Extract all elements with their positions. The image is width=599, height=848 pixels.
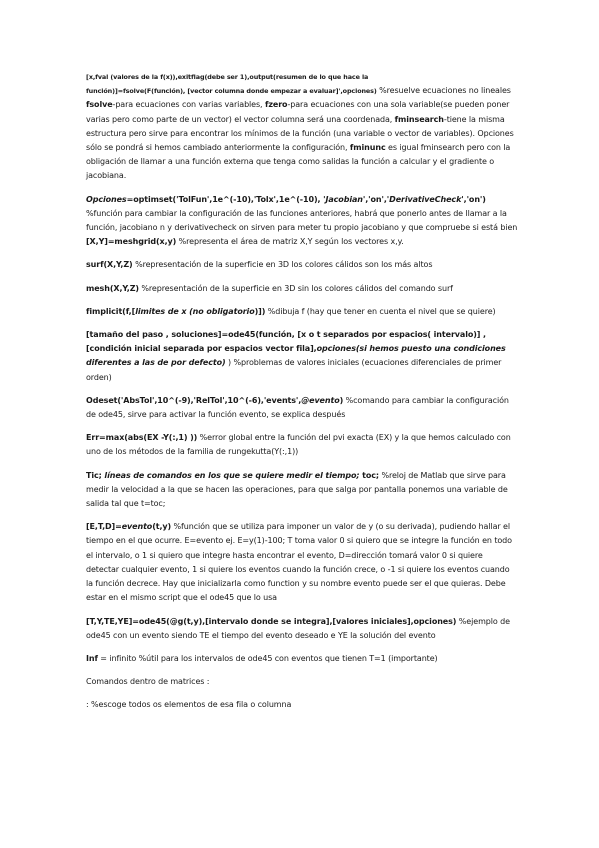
odeset-command-a: Odeset xyxy=(86,395,118,405)
inf-command: Inf xyxy=(86,653,98,663)
jacobian-keyword: Jacobian xyxy=(325,194,363,204)
paragraph-tictoc xyxy=(86,469,518,512)
fminsearch-keyword: fminsearch xyxy=(394,114,444,124)
fimplicit-command-italic: limites de x (no obligatorio xyxy=(135,306,255,316)
optimset-comment: %función para cambiar la configuración de las funciones anteriores, habrá que ponerlo antes de llamar a la función, jacobiano n y derivativecheck on sirven para meter tu propio jacobiano y que compruebe si está bien xyxy=(86,208,518,233)
paragraph-meshgrid xyxy=(86,235,518,249)
ode45-event-comment: %ejemplo de ode45 con un evento siendo TE el tiempo del evento deseado e YE la solución del evento xyxy=(86,616,510,640)
meshgrid-command: [X,Y]=meshgrid(x,y) xyxy=(86,237,177,247)
paragraph-fimplicit xyxy=(86,305,518,319)
fminunc-keyword: fminunc xyxy=(349,143,386,153)
ode45-event-command: [T,Y,TE,YE]=ode45(@g(t,y),[intervalo donde se integra],[valores iniciales],opciones) xyxy=(86,616,457,626)
paragraph-fsolve xyxy=(86,70,518,184)
paragraph-error xyxy=(86,431,518,459)
fsolve-signature-line2: función)]=fsolve(F(función), [vector columna donde empezar a evaluar]',opciones) xyxy=(86,87,377,96)
opciones-keyword: Opciones xyxy=(86,194,127,204)
fimplicit-command-a: fimplicit(f,[ xyxy=(86,306,136,316)
matrix-commands-heading: Comandos dentro de matrices : xyxy=(86,677,210,687)
fsolve-text: -para ecuaciones con varias variables, xyxy=(112,100,265,110)
optimset-command-a: =optimset('TolFun',1e^(-10),'Tolx',1e^(-10), ' xyxy=(126,194,326,204)
evento-command-b: (t,y) xyxy=(152,522,172,532)
paragraph-inf xyxy=(86,652,518,666)
evento-command-a: [E,T,D]= xyxy=(86,522,122,532)
paragraph-ode45 xyxy=(86,328,518,385)
odeset-command-italic: @evento xyxy=(301,395,340,405)
ode45-comment: %problemas de valores iniciales (ecuaciones diferenciales de primer orden) xyxy=(86,358,502,382)
odeset-command-c: ) xyxy=(339,395,344,405)
evento-command-italic: evento xyxy=(121,522,153,532)
fsolve-signature-line1: [x,fval (valores de la f(x)),exitflag(debe ser 1),output(resumen de lo que hace la xyxy=(86,73,369,81)
odeset-comment: %comando para cambiar la configuración de ode45, sirve para activar la función evento, se explica después xyxy=(86,395,509,420)
paragraph-evento xyxy=(86,520,518,605)
mesh-comment: %representación de la superficie en 3D sin los colores cálidos del comando surf xyxy=(138,283,453,293)
paragraph-surf xyxy=(86,258,518,272)
meshgrid-comment: %representa el área de matriz X,Y según los vectores x,y. xyxy=(176,237,404,247)
ode45-command-b: , xyxy=(313,344,317,354)
surf-comment: %representación de la superficie en 3D los colores cálidos son los más altos xyxy=(132,260,433,270)
paragraph-matrix-commands xyxy=(86,675,518,689)
error-command: Err=max(abs(EX -Y(:,1) )) xyxy=(86,433,198,443)
evento-comment: %función que se utiliza para imponer un valor de y (o su derivada), pudiendo hallar el tiempo en el que ocurre. E=evento ej. E=y(1)-100; T toma valor 0 si quiero que se integre la función en todo el intervalo, o 1 si quiero que integre hasta encontrar el evento, D=dirección tomará valor 0 si quiere detectar cualquier evento, 1 si quiere los eventos cuando la función crece, o -1 si quiere los eventos cuando la función decrece. Hay que inicializarla como function y su nombre evento puede ser el que quieras. Debe estar en el mismo script que el ode45 que lo usa xyxy=(86,522,512,603)
optimset-command-c: ','on') xyxy=(461,194,486,204)
fsolve-description: %resuelve ecuaciones no lineales xyxy=(376,86,511,96)
document-body xyxy=(86,70,518,722)
inf-comment: = infinito %útil para los intervalos de ode45 con eventos que tienen T=1 (importante) xyxy=(97,653,438,663)
ode45-command-a: [tamaño del paso , soluciones]=ode45(función, [x o t separados por espacios( intervalo)] , [condición inicial separada por espacios vector fila] xyxy=(86,330,486,354)
fminsearch-text: -tiene la misma estructura pero sirve para encontrar los mínimos de la función (una variable o vector de variables). Opciones sólo se pondrá si hemos cambiado anteriormente la configuración, xyxy=(86,114,514,153)
paragraph-mesh xyxy=(86,282,518,296)
surf-command: surf(X,Y,Z) xyxy=(86,260,133,270)
derivativecheck-keyword: DerivativeCheck xyxy=(389,194,462,204)
fzero-keyword: fzero xyxy=(264,100,288,110)
ode45-command-c: ) xyxy=(225,358,232,368)
fsolve-keyword: fsolve xyxy=(86,100,113,110)
tic-command: Tic; xyxy=(86,470,102,480)
fminunc-text: es igual fminsearch pero con la obligación de llamar a una función externa que tenga como salidas la función a calcular y el gradiente o jacobiana. xyxy=(86,143,511,181)
toc-command: toc; xyxy=(359,470,380,480)
error-comment: %error global entre la función del pvi exacta (EX) y la que hemos calculado con uno de los métodos de la familia de rungekutta(Y(:,1)) xyxy=(86,433,511,457)
fimplicit-command-b: )]) xyxy=(254,306,266,316)
tictoc-comment: %reloj de Matlab que sirve para medir la velocidad a la que se hacen las operaciones, para que salga por pantalla ponemos una variable de salida tal que t=toc; xyxy=(86,470,508,509)
paragraph-odeset xyxy=(86,394,518,422)
paragraph-colon xyxy=(86,698,518,712)
fimplicit-comment: %dibuja f (hay que tener en cuenta el nivel que se quiere) xyxy=(265,306,496,316)
ode45-command-italic: opciones(si hemos puesto una condiciones diferentes a las de por defecto) xyxy=(86,344,506,368)
fzero-text: -para ecuaciones con una sola variable(se pueden poner varias pero como parte de un vector) el vector columna será una coordenada, xyxy=(86,100,510,124)
tictoc-italic: líneas de comandos en los que se quiere medir el tiempo; xyxy=(101,470,360,480)
paragraph-optimset xyxy=(86,193,518,236)
odeset-command-b: ('AbsTol',10^(-9),'RelTol',10^(-6),'events', xyxy=(117,395,302,405)
mesh-command: mesh(X,Y,Z) xyxy=(86,283,139,293)
paragraph-ode45-event xyxy=(86,615,518,643)
optimset-command-b: ','on',' xyxy=(362,194,390,204)
colon-operator-text: : %escoge todos os elementos de esa fila o columna xyxy=(86,700,292,710)
